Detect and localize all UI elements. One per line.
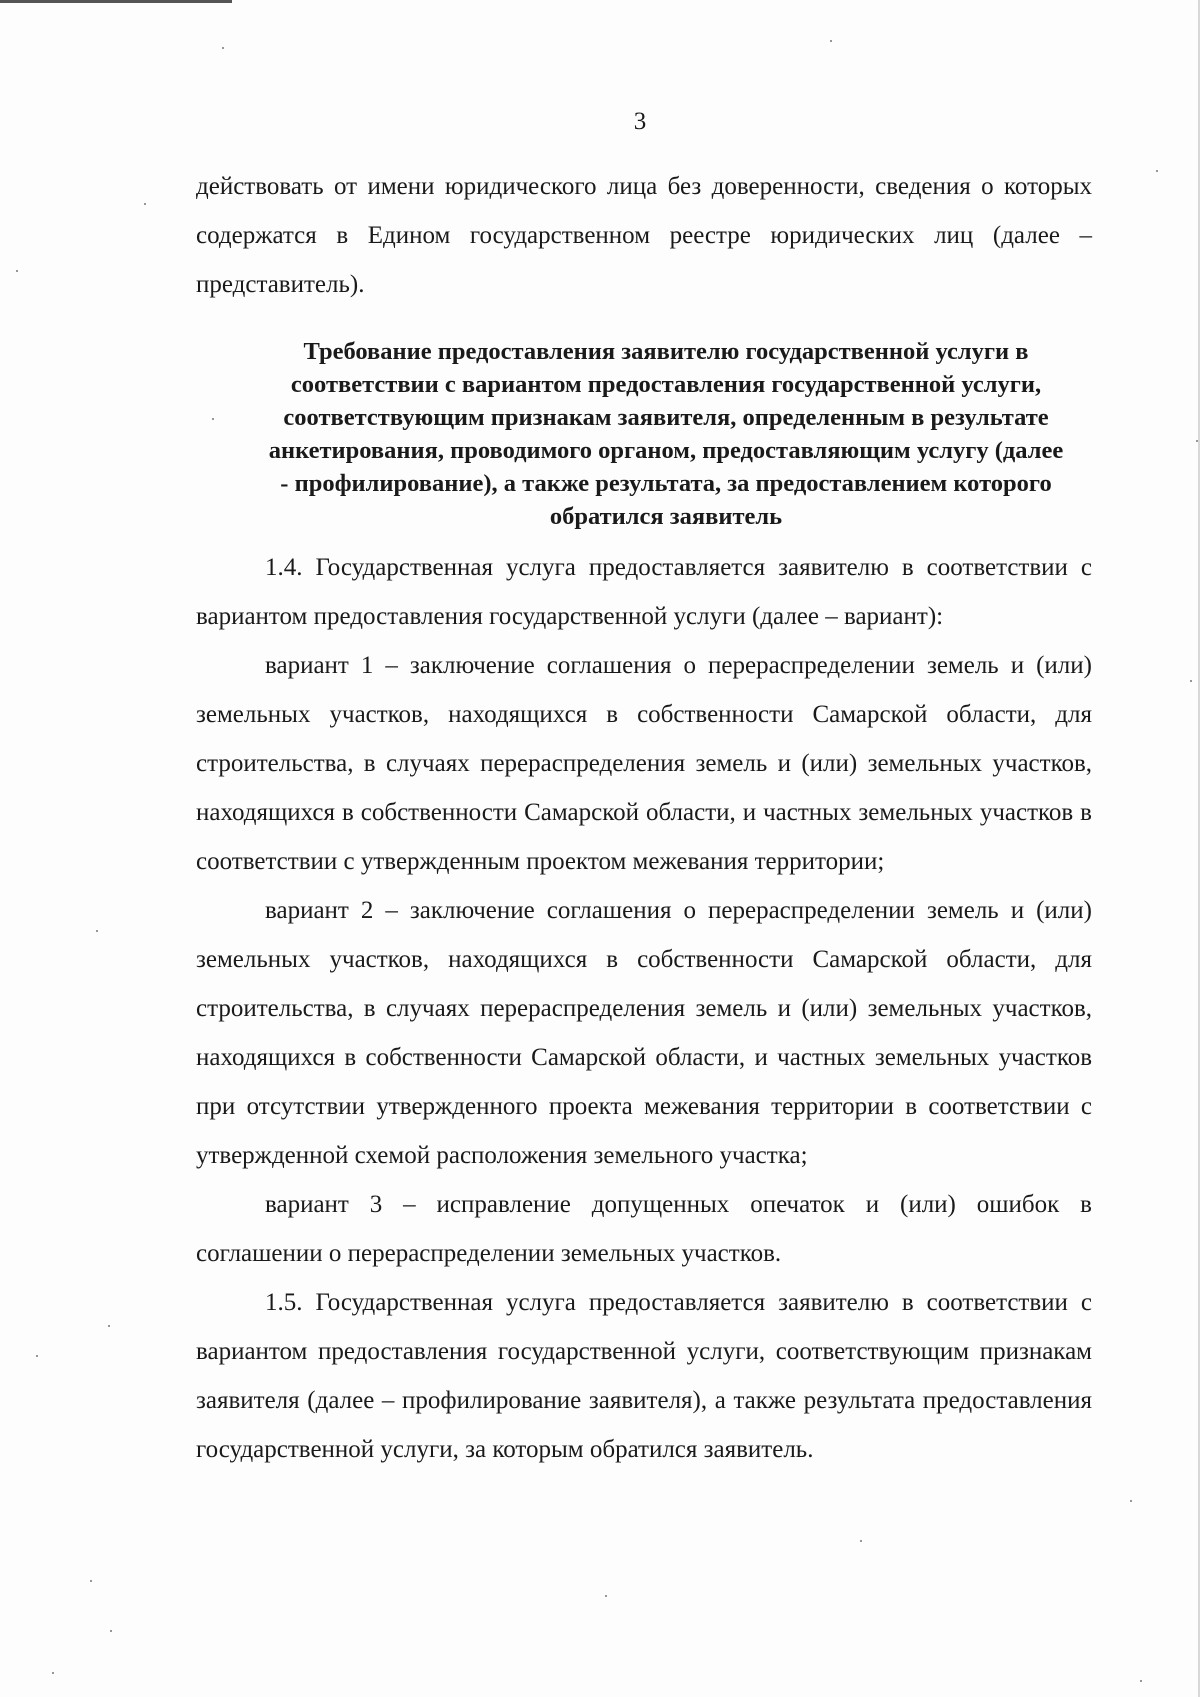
paragraph-1-5: 1.5. Государственная услуга предоставляется заявителю в соответствии с вариантом предоставления государственной услуги, соответствующим признакам заявителя (далее – профилирование заявителя), а также результата предоставления государственной услуги, за которым обратился заявитель. — [196, 1289, 1092, 1463]
scan-speck — [605, 1595, 607, 1597]
scan-speck — [36, 1355, 38, 1357]
scan-speck — [1156, 170, 1158, 172]
page-number: 3 — [633, 108, 647, 135]
scan-edge-top — [0, 0, 232, 3]
scan-speck — [1130, 1500, 1132, 1502]
paragraph-variant-1: вариант 1 – заключение соглашения о перераспределении земель и (или) земельных участков, находящихся в собственности Самарской области, для строительства, в случаях перераспределения земель и (или) земельных участков, находящихся в собственности Самарской области, и частных земельных участков в соответствии с утвержденным проектом межевания территории; — [196, 652, 1092, 875]
scan-speck — [830, 40, 832, 42]
section-heading: Требование предоставления заявителю государственной услуги в соответствии с вариантом предоставления государственной услуги, соответствующим признакам заявителя, определенным в результате анкетирования, проводимого органом, предоставляющим услугу (далее - профилирование), а также результата, за предоставлением которого обратился заявитель — [268, 338, 1064, 530]
scan-speck — [1196, 440, 1198, 442]
scan-speck — [90, 1580, 92, 1582]
scan-speck — [96, 930, 98, 932]
paragraph-1-4: 1.4. Государственная услуга предоставляется заявителю в соответствии с вариантом предоставления государственной услуги (далее – вариант): — [196, 554, 1092, 630]
intro-block — [196, 162, 1092, 309]
scan-speck — [108, 1325, 110, 1327]
intro-paragraph: действовать от имени юридического лица без доверенности, сведения о которых содержатся в Едином государственном реестре юридических лиц (далее – представитель). — [196, 173, 1092, 298]
body-block — [196, 543, 1092, 1474]
scan-speck — [860, 1540, 862, 1542]
scan-speck — [1190, 680, 1192, 682]
scan-speck — [110, 1630, 112, 1632]
scan-speck — [144, 203, 146, 205]
paragraph-variant-3: вариант 3 – исправление допущенных опечаток и (или) ошибок в соглашении о перераспределении земельных участков. — [196, 1191, 1092, 1267]
scan-speck — [1140, 1680, 1142, 1682]
scan-speck — [212, 418, 214, 420]
scan-speck — [16, 270, 18, 272]
scan-speck — [52, 1672, 54, 1674]
scan-speck — [222, 47, 224, 49]
paragraph-variant-2: вариант 2 – заключение соглашения о перераспределении земель и (или) земельных участков, находящихся в собственности Самарской области, для строительства, в случаях перераспределения земель и (или) земельных участков, находящихся в собственности Самарской области, и частных земельных участков при отсутствии утвержденного проекта межевания территории в соответствии с утвержденной схемой расположения земельного участка; — [196, 897, 1092, 1169]
